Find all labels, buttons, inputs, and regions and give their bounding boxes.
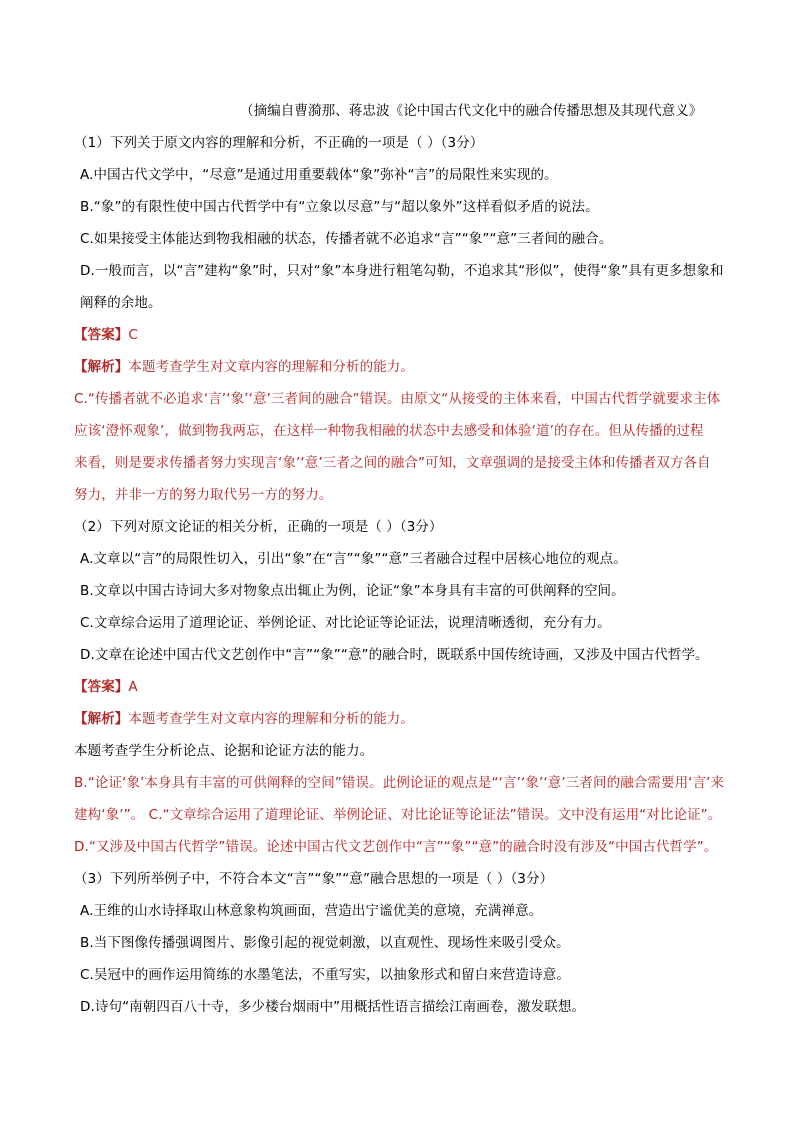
question-2-analysis-plain: 本题考查学生分析论点、论据和论证方法的能力。: [74, 743, 374, 759]
question-3-stem: （3）下列所举例子中，不符合本文“言”“象”“意”融合思想的一项是（ ）（3分）: [74, 871, 554, 887]
question-1-option-d-cont: 阐释的余地。: [80, 295, 162, 311]
question-1-answer: [74, 325, 734, 345]
question-3-option-c: C.吴冠中的画作运用简练的水墨笔法，不重写实，以抽象形式和留白来营造诗意。: [80, 967, 570, 983]
question-2-analysis-line: 建构‘象’”。 C.“文章综合运用了道理论证、举例论证、对比论证等论证法”错误。文中没有运用“对比论证”。: [74, 807, 722, 823]
question-2-analysis: [74, 709, 734, 729]
analysis-intro: 本题考查学生对文章内容的理解和分析的能力。: [128, 711, 415, 727]
answer-label: 【答案】: [74, 679, 129, 695]
question-1-option-b: B.“象”的有限性使中国古代哲学中有“立象以尽意”与“超以象外”这样看似矛盾的说法。: [80, 199, 599, 215]
source-citation: （摘编自曹漪那、蒋忠波《论中国古代文化中的融合传播思想及其现代意义》: [240, 103, 703, 119]
question-3-option-d: D.诗句“南朝四百八十寺，多少楼台烟雨中”用概括性语言描绘江南画卷，激发联想。: [80, 999, 586, 1015]
question-2-option-b: B.文章以中国古诗词大多对物象点出辄止为例，论证“象”本身具有丰富的可供阐释的空间。: [80, 583, 625, 599]
question-1-analysis-line: 应该‘澄怀观象’，做到物我两忘，在这样一种物我相融的状态中去感受和体验‘道’的存在。但从传播的过程: [74, 423, 704, 439]
question-1-stem: （1）下列关于原文内容的理解和分析，不正确的一项是（ ）（3分）: [74, 135, 484, 151]
question-1-analysis: [74, 357, 734, 377]
question-1-analysis-line: 努力，并非一方的努力取代另一方的努力。: [74, 487, 333, 503]
question-3-option-b: B.当下图像传播强调图片、影像引起的视觉刺激，以直观性、现场性来吸引受众。: [80, 935, 570, 951]
answer-value: A: [128, 679, 138, 695]
question-1-option-a: A.中国古代文学中，“尽意”是通过用重要载体“象”弥补“言”的局限性来实现的。: [80, 167, 558, 183]
answer-value: C: [128, 327, 138, 343]
question-1-analysis-line: 来看，则是要求传播者努力实现言‘象’‘意’三者之间的融合”可知，文章强调的是接受主体和传播者双方各自: [74, 455, 711, 471]
question-2-option-a: A.文章以“言”的局限性切入，引出“象”在“言”“象”“意”三者融合过程中居核心地位的观点。: [80, 551, 627, 567]
question-2-analysis-line: D.“又涉及中国古代哲学”错误。论述中国古代文艺创作中“言”“象”“意”的融合时没有涉及“中国古代哲学”。: [74, 839, 718, 855]
answer-label: 【答案】: [74, 327, 129, 343]
question-2-answer: [74, 677, 734, 697]
question-2-option-c: C.文章综合运用了道理论证、举例论证、对比论证等论证法，说理清晰透彻，充分有力。: [80, 615, 611, 631]
question-2-option-d: D.文章在论述中国古代文艺创作中“言”“象”“意”的融合时，既联系中国传统诗画，又涉及中国古代哲学。: [80, 647, 709, 663]
question-1-option-d: D.一般而言，以“言”建构“象”时，只对“象”本身进行粗笔勾勒，不追求其“形似”，使得“象”具有更多想象和: [80, 263, 724, 279]
question-2-stem: （2）下列对原文论证的相关分析，正确的一项是（ ）（3分）: [74, 519, 443, 535]
question-1-analysis-line: C.“传播者就不必追求‘言’‘象’‘意’三者间的融合”错误。由原文“从接受的主体来看，中国古代哲学就要求主体: [74, 391, 721, 407]
analysis-intro: 本题考查学生对文章内容的理解和分析的能力。: [128, 359, 415, 375]
question-2-analysis-line: B.“论证‘象’本身具有丰富的可供阐释的空间”错误。此例论证的观点是“‘言’‘象’‘意’三者间的融合需要用‘言’来: [74, 775, 725, 791]
question-1-option-c: C.如果接受主体能达到物我相融的状态，传播者就不必追求“言”“象”“意”三者间的融合。: [80, 231, 613, 247]
analysis-label: 【解析】: [74, 711, 129, 727]
question-3-option-a: A.王维的山水诗择取山林意象构筑画面，营造出宁谧优美的意境，充满禅意。: [80, 903, 543, 919]
analysis-label: 【解析】: [74, 359, 129, 375]
